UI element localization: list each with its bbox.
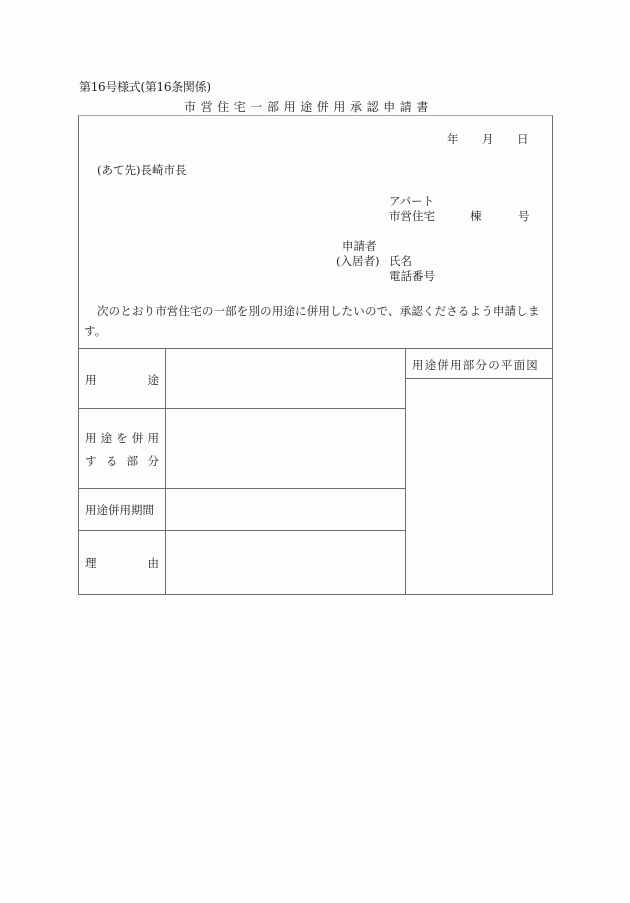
floor-plan-column-divider — [405, 348, 406, 594]
phone-field[interactable] — [440, 265, 546, 281]
date-day-label: 日 — [517, 132, 529, 146]
unit-number-field[interactable] — [486, 205, 516, 223]
floor-plan-header: 用途併用部分の平面図 — [412, 358, 539, 372]
form-number: 第16号様式(第16条関係) — [79, 80, 211, 94]
usage-field[interactable] — [167, 350, 403, 406]
label-char: 分 — [147, 454, 159, 468]
date-day-field[interactable] — [495, 127, 515, 147]
statement-line2: す。 — [84, 324, 107, 338]
label-char: 理 — [85, 556, 97, 570]
row-divider-1 — [78, 408, 405, 409]
shared-part-label-line1 — [85, 430, 159, 446]
label-char: 由 — [147, 556, 159, 570]
page-title: 市営住宅一部用途併用承認申請書 — [184, 100, 434, 114]
date-year-label: 年 — [447, 132, 459, 146]
building-field[interactable] — [440, 205, 468, 223]
unit-number-label: 号 — [518, 209, 530, 223]
floor-plan-field[interactable] — [407, 380, 551, 592]
shared-part-label-line2 — [85, 453, 159, 469]
usage-label-char: 用 — [85, 373, 97, 387]
date-month-label: 月 — [482, 132, 494, 146]
label-char: を — [116, 431, 128, 445]
phone-label: 電話番号 — [389, 269, 435, 283]
resident-label: (入居者) — [336, 254, 380, 268]
label-char: 用 — [85, 431, 97, 445]
statement-line1: 次のとおり市営住宅の一部を別の用途に併用したいので、承認くださるよう申請しま — [97, 304, 540, 318]
usage-label — [85, 372, 159, 388]
label-char: 併 — [131, 431, 144, 445]
label-char: 途 — [100, 431, 113, 445]
row-divider-2 — [78, 488, 405, 489]
apartment-label: アパート — [389, 194, 435, 208]
label-char: 用 — [147, 431, 159, 445]
shared-period-field[interactable] — [167, 490, 403, 528]
label-char: す — [85, 454, 97, 468]
row-divider-3 — [78, 530, 405, 531]
shared-part-field[interactable] — [167, 410, 403, 486]
shared-period-label: 用途併用期間 — [85, 503, 154, 517]
date-year-field[interactable] — [400, 127, 444, 147]
date-month-field[interactable] — [460, 127, 480, 147]
reason-label — [85, 555, 159, 571]
reason-field[interactable] — [167, 532, 403, 592]
label-column-divider — [165, 348, 166, 594]
name-field[interactable] — [416, 250, 546, 266]
applicant-label: 申請者 — [342, 239, 377, 253]
label-char: 部 — [126, 454, 139, 468]
building-label: 棟 — [470, 209, 482, 223]
municipal-housing-label: 市営住宅 — [389, 209, 435, 223]
floor-plan-header-border — [405, 378, 552, 379]
addressee: (あて先)長崎市長 — [97, 163, 187, 177]
label-char: る — [105, 454, 118, 468]
usage-label-char: 途 — [147, 373, 159, 387]
table-top-border — [78, 348, 552, 349]
name-label: 氏名 — [389, 254, 412, 268]
